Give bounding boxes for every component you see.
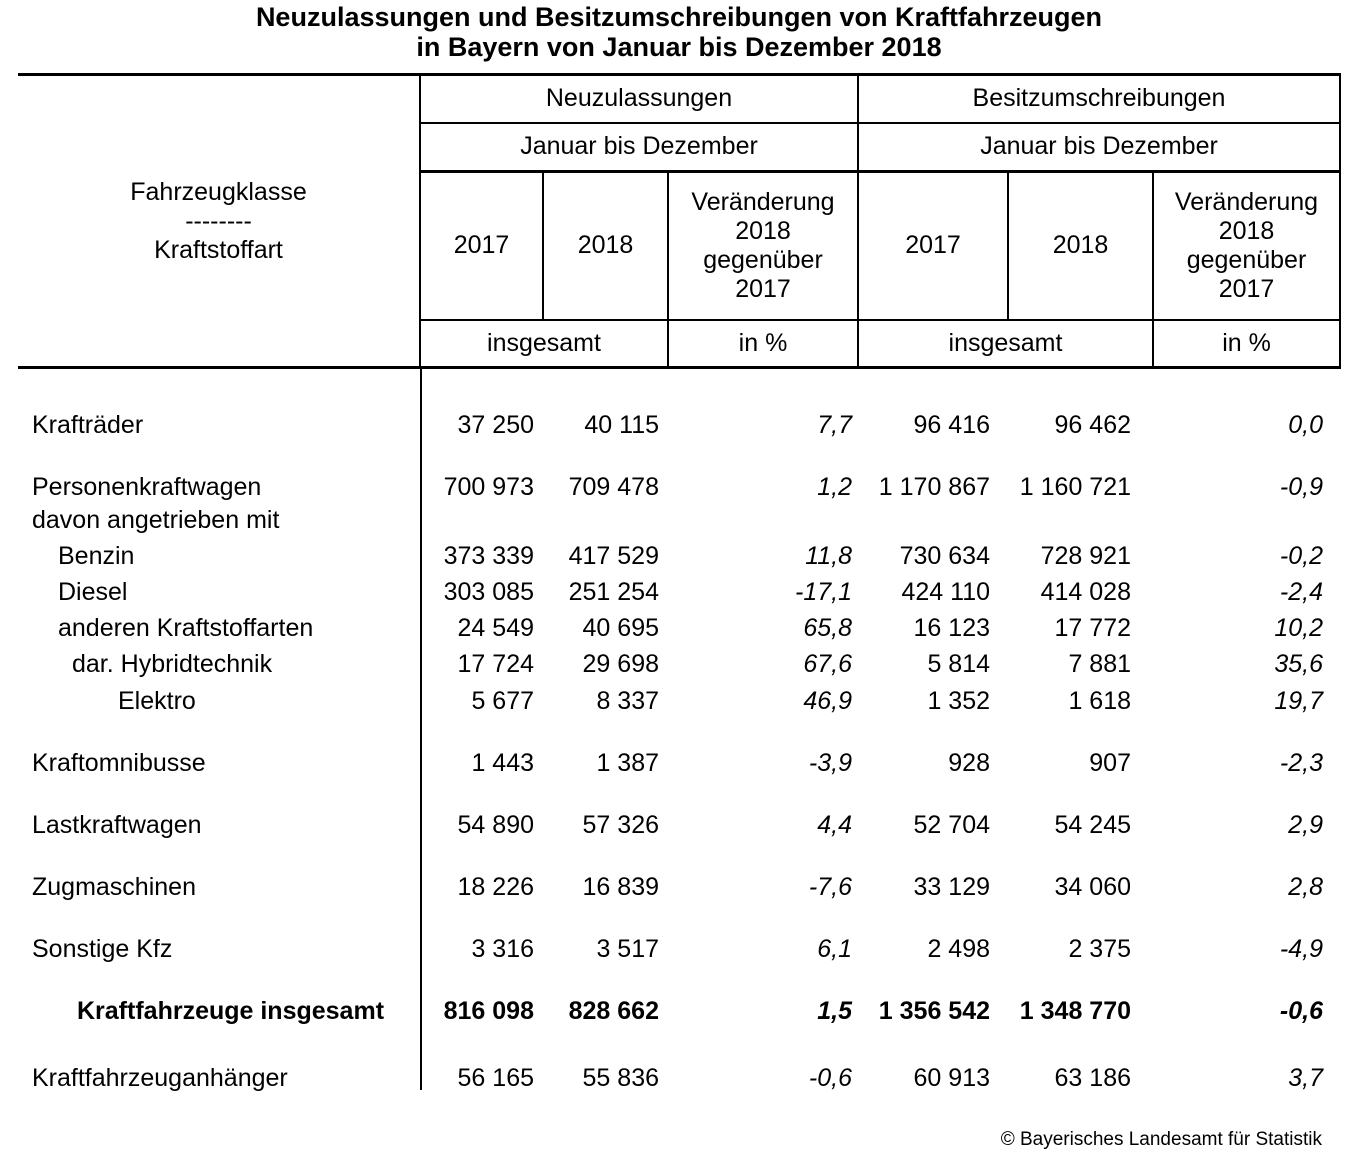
table-row-sonstige-kfz [18,931,1340,967]
cell-bu-change: 0,0 [1288,410,1323,439]
cell-bu-change: -2,4 [1279,577,1323,606]
bu-change-line: gegenüber [1186,245,1307,274]
cell-nz-2018: 40 695 [582,613,659,642]
column-header-nz-2018: 2018 [543,172,668,320]
period-header-bu: Januar bis Dezember [858,123,1340,172]
cell-nz-2018: 40 115 [584,410,659,439]
column-header-nz-change [668,172,858,320]
table-row-kraftraeder [18,407,1340,443]
kraftstoffart-label: Kraftstoffart [154,235,283,264]
cell-bu-2017: 730 634 [899,541,990,570]
nz-change-line: 2018 [735,216,791,245]
cell-bu-2017: 1 352 [927,686,990,715]
cell-nz-2017: 24 549 [457,613,534,642]
row-label: Sonstige Kfz [32,934,173,963]
table-row-elektro [18,683,1340,719]
table-row-kraftfahrzeuganhaenger [18,1060,1340,1096]
cell-bu-2018: 63 186 [1054,1063,1131,1092]
row-label: Elektro [118,686,196,715]
cell-nz-change: -7,6 [808,872,852,901]
row-label: Diesel [58,577,128,606]
row-label: anderen Kraftstoffarten [58,613,314,642]
cell-bu-2017: 424 110 [901,577,990,606]
cell-nz-change: 1,5 [817,996,852,1025]
cell-nz-change: 11,8 [805,541,852,570]
cell-nz-change: -3,9 [808,748,852,777]
cell-bu-change: -0,9 [1279,472,1323,501]
cell-bu-change: 35,6 [1274,649,1323,678]
cell-bu-2018: 1 160 721 [1019,472,1131,501]
cell-bu-2017: 928 [948,748,990,777]
column-header-bu-2018: 2018 [1008,172,1153,320]
table-row-lastkraftwagen [18,807,1340,843]
cell-bu-2018: 1 348 770 [1019,996,1131,1025]
cell-bu-change: 2,9 [1288,810,1323,839]
cell-bu-change: 2,8 [1288,872,1323,901]
cell-nz-change: 7,7 [817,410,852,439]
cell-nz-2018: 1 387 [596,748,659,777]
cell-nz-change: 1,2 [817,472,852,501]
nz-change-line: 2017 [735,274,791,303]
cell-nz-2017: 37 250 [457,410,534,439]
subheader-nz-in-percent: in % [668,320,858,368]
period-header-nz: Januar bis Dezember [420,123,858,172]
table-row-anderen-kraftstoffarten [18,610,1340,646]
cell-bu-change: 3,7 [1288,1063,1323,1092]
cell-nz-2017: 1 443 [471,748,534,777]
subheader-nz-insgesamt: insgesamt [420,320,668,368]
cell-nz-2018: 8 337 [596,686,659,715]
cell-nz-change: 46,9 [803,686,852,715]
page-title-line-2: in Bayern von Januar bis Dezember 2018 [416,32,942,62]
cell-nz-change: 4,4 [817,810,852,839]
table-row-zugmaschinen [18,869,1340,905]
cell-nz-2017: 816 098 [443,996,534,1025]
cell-bu-2018: 907 [1089,748,1131,777]
cell-bu-2017: 16 123 [913,613,990,642]
fahrzeugklasse-label: Fahrzeugklasse [130,177,307,206]
table-row-hybridtechnik [18,646,1340,682]
cell-nz-2018: 3 517 [596,934,659,963]
subheader-bu-insgesamt: insgesamt [858,320,1153,368]
bu-change-line: Veränderung [1174,187,1319,216]
subheader-bu-in-percent: in % [1222,328,1271,357]
section-header-besitzumschreibungen: Besitzumschreibungen [858,75,1340,123]
cell-bu-2018: 1 618 [1068,686,1131,715]
row-label: Zugmaschinen [32,872,196,901]
cell-nz-2018: 417 529 [568,541,659,570]
cell-bu-2018: 34 060 [1054,872,1131,901]
cell-bu-change: -4,9 [1279,934,1323,963]
cell-nz-change: -0,6 [808,1063,852,1092]
cell-nz-2017: 5 677 [471,686,534,715]
table-body [18,369,1340,1093]
row-label: davon angetrieben mit [32,505,280,534]
column-header-fahrzeugklasse [18,75,420,368]
section-header-neuzulassungen: Neuzulassungen [420,75,858,123]
table-row-diesel [18,574,1340,610]
cell-nz-2017: 303 085 [443,577,534,606]
cell-nz-change: 6,1 [817,934,852,963]
cell-nz-2018: 251 254 [568,577,659,606]
cell-bu-2018: 2 375 [1068,934,1131,963]
cell-bu-2017: 1 170 867 [878,472,990,501]
row-label: Lastkraftwagen [32,810,202,839]
cell-bu-2017: 1 356 542 [878,996,990,1025]
cell-nz-2017: 56 165 [457,1063,534,1092]
cell-bu-2018: 96 462 [1054,410,1131,439]
cell-nz-2018: 16 839 [582,872,659,901]
table-header [18,73,1341,369]
row-label: Personenkraftwagen [32,472,262,501]
copyright-note: © Bayerisches Landesamt für Statistik [1000,1129,1322,1150]
row-label: Krafträder [32,410,144,439]
cell-bu-2017: 52 704 [913,810,990,839]
cell-nz-2017: 54 890 [457,810,534,839]
cell-nz-2018: 709 478 [568,472,659,501]
bu-change-line: 2017 [1218,274,1275,303]
header-divider-dashes: -------- [185,206,252,235]
cell-bu-2017: 5 814 [927,649,990,678]
cell-nz-2018: 57 326 [582,810,659,839]
nz-change-line: gegenüber [703,245,823,274]
cell-bu-2017: 2 498 [927,934,990,963]
cell-bu-2018: 7 881 [1068,649,1131,678]
cell-bu-2018: 728 921 [1040,541,1131,570]
cell-bu-change: -0,2 [1279,541,1323,570]
table-row-kraftomnibusse [18,745,1340,781]
cell-nz-2017: 373 339 [443,541,534,570]
cell-nz-2017: 3 316 [471,934,534,963]
table-row-davon-angetrieben-mit [18,502,1340,538]
cell-bu-change: 19,7 [1274,686,1323,715]
cell-nz-2018: 55 836 [582,1063,659,1092]
cell-nz-2017: 700 973 [443,472,534,501]
cell-nz-2018: 29 698 [582,649,659,678]
cell-bu-change: 10,2 [1274,613,1323,642]
nz-change-line: Veränderung [691,187,835,216]
cell-nz-2017: 18 226 [457,872,534,901]
table-row-kraftfahrzeuge-insgesamt [18,993,1340,1029]
cell-bu-2017: 60 913 [913,1063,990,1092]
cell-bu-change: -2,3 [1279,748,1323,777]
cell-bu-2018: 54 245 [1054,810,1131,839]
cell-nz-2017: 17 724 [457,649,534,678]
cell-bu-2018: 17 772 [1054,613,1131,642]
table-row-personenkraftwagen [18,469,1340,505]
cell-bu-2017: 33 129 [913,872,990,901]
row-label: Kraftfahrzeuganhänger [32,1063,288,1092]
row-label: Kraftfahrzeuge insgesamt [77,996,385,1025]
table-row-benzin [18,538,1340,574]
column-header-nz-2017: 2017 [420,172,543,320]
cell-nz-2018: 828 662 [568,996,659,1025]
row-label: dar. Hybridtechnik [72,649,273,678]
bu-change-line: 2018 [1218,216,1275,245]
cell-nz-change: 67,6 [803,649,852,678]
column-header-bu-change [1153,172,1340,320]
cell-nz-change: -17,1 [795,577,852,606]
page-title-line-1: Neuzulassungen und Besitzumschreibungen von Kraftfahrzeugen [255,2,1103,32]
cell-bu-2018: 414 028 [1040,577,1131,606]
column-header-bu-2017: 2017 [858,172,1008,320]
row-label: Benzin [58,541,135,570]
cell-bu-2017: 96 416 [913,410,990,439]
cell-nz-change: 65,8 [803,613,852,642]
cell-bu-change: -0,6 [1279,996,1323,1025]
row-label: Kraftomnibusse [32,748,206,777]
page-title [0,2,1358,62]
